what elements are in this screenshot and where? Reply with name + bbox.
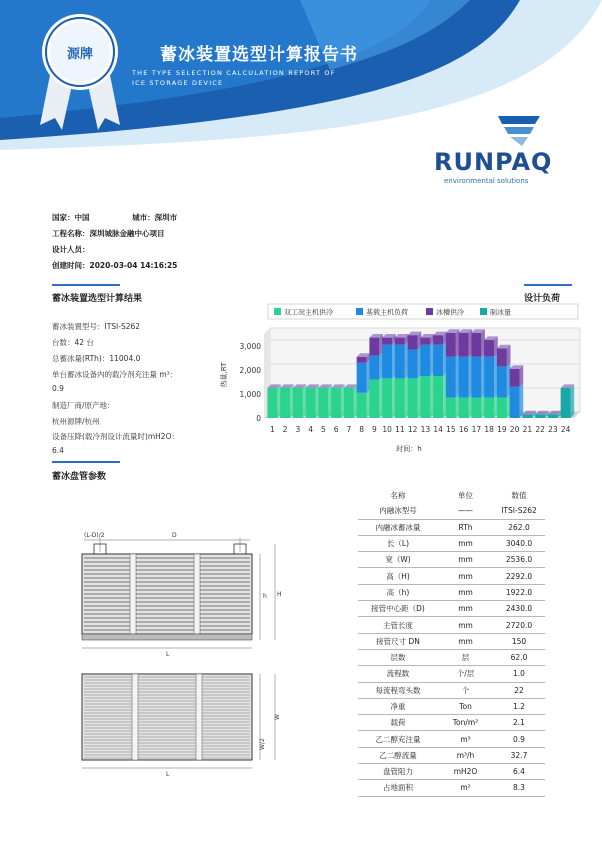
bar-segment xyxy=(510,369,520,387)
logo-sub: environmental solutions xyxy=(444,177,529,185)
logo-word: RUNPAQ xyxy=(434,148,553,176)
runpaq-logo-icon xyxy=(498,116,540,146)
bar-segment xyxy=(459,398,469,418)
bar-segment xyxy=(318,388,328,418)
bar-segment xyxy=(433,335,443,345)
param-name: 每流程弯头数 xyxy=(358,682,438,698)
chart-title: 设计负荷 xyxy=(524,294,561,304)
param-value: 2430.0 xyxy=(493,601,545,617)
param-name: 内融冰蓄冰量 xyxy=(358,519,438,535)
bar-segment xyxy=(382,338,392,345)
results-heading: 蓄冰装置选型计算结果 xyxy=(52,294,143,304)
table-row xyxy=(358,601,545,617)
param-name: 盘管阻力 xyxy=(358,764,438,780)
x-tick-label: 5 xyxy=(320,425,326,434)
table-row xyxy=(358,698,545,714)
param-name: 占地面积 xyxy=(358,780,438,796)
bar-segment xyxy=(408,350,418,379)
title-en-line2: ICE STORAGE DEVICE xyxy=(132,79,224,87)
y-tick-label: 3,000 xyxy=(239,342,261,351)
table-row xyxy=(358,535,545,551)
x-tick-label: 21 xyxy=(522,425,533,434)
table-row xyxy=(358,715,545,731)
bar-segment xyxy=(535,414,545,418)
label-L-top: L xyxy=(166,771,170,778)
info-project-row xyxy=(52,228,165,239)
col-header-unit: 单位 xyxy=(458,491,473,501)
param-value: 262.0 xyxy=(493,519,545,535)
label-W2: W/2 xyxy=(259,738,266,750)
param-value: 2292.0 xyxy=(493,568,545,584)
info-country-row xyxy=(52,212,177,223)
x-tick-label: 7 xyxy=(346,425,352,434)
result-line-5: 制造厂商/原产地： xyxy=(52,401,115,410)
bar-side xyxy=(520,383,524,418)
bar-segment xyxy=(471,398,481,418)
bar-segment xyxy=(484,357,494,398)
x-tick-label: 16 xyxy=(458,425,469,434)
param-name: 乙二醇充注量 xyxy=(358,731,438,747)
report-title-en xyxy=(132,68,352,88)
city-label: 城市： xyxy=(132,213,155,222)
y-tick-label: 1,000 xyxy=(239,390,261,399)
bar-segment xyxy=(471,333,481,357)
bar-segment xyxy=(357,357,367,363)
param-value: 22 xyxy=(493,682,545,698)
param-unit: Ton xyxy=(438,698,493,714)
param-value: ITSI-S262 xyxy=(493,503,545,519)
bar-segment xyxy=(446,357,456,398)
table-row xyxy=(358,552,545,568)
param-unit: m³ xyxy=(438,731,493,747)
results-rule xyxy=(52,284,120,286)
table-row xyxy=(358,633,545,649)
x-tick-label: 14 xyxy=(433,425,443,434)
param-name: 高（h) xyxy=(358,584,438,600)
x-tick-label: 20 xyxy=(509,425,520,434)
table-row xyxy=(358,731,545,747)
result-line-4: 0.9 xyxy=(52,384,64,393)
legend-swatch xyxy=(356,308,363,315)
bar-segment xyxy=(471,357,481,398)
bar-segment xyxy=(382,345,392,379)
bar-segment xyxy=(408,378,418,418)
label-H: H xyxy=(277,591,282,598)
label-L-side: L xyxy=(166,651,170,658)
x-tick-label: 2 xyxy=(282,425,288,434)
param-unit: mm xyxy=(438,552,493,568)
x-tick-label: 17 xyxy=(471,425,482,434)
x-tick-label: 12 xyxy=(407,425,418,434)
x-tick-label: 10 xyxy=(382,425,392,434)
x-tick-label: 4 xyxy=(308,425,314,434)
legend-entry: 冰槽供冷 xyxy=(436,308,464,317)
bar-segment xyxy=(497,366,507,397)
created-label: 创建时间： xyxy=(52,261,90,270)
param-value: 3040.0 xyxy=(493,535,545,551)
result-line-6: 杭州源牌/杭州 xyxy=(52,417,100,426)
x-tick-label: 1 xyxy=(269,425,275,434)
param-value: 2536.0 xyxy=(493,552,545,568)
label-W: W xyxy=(274,714,281,720)
bar-segment xyxy=(369,356,379,380)
x-tick-label: 23 xyxy=(548,425,558,434)
x-tick-label: 3 xyxy=(295,425,301,434)
param-name: 接管中心距（D) xyxy=(358,601,438,617)
bar-segment xyxy=(357,393,367,418)
label-ld2: (L-D)/2 xyxy=(84,532,105,539)
bar-segment xyxy=(395,345,405,379)
label-d: D xyxy=(172,532,177,539)
table-row xyxy=(358,682,545,698)
result-line-7: 设备压降(载冷剂设计流量时)mH2O： xyxy=(52,432,179,441)
x-tick-label: 9 xyxy=(371,425,377,434)
param-unit: 个/层 xyxy=(438,666,493,682)
param-unit: Ton/m² xyxy=(438,715,493,731)
table-row xyxy=(358,780,545,796)
result-line-8: 6.4 xyxy=(52,446,64,455)
bar-segment xyxy=(357,363,367,393)
param-unit: mm xyxy=(438,601,493,617)
coil-heading: 蓄冰盘管参数 xyxy=(52,472,107,482)
x-tick-label: 24 xyxy=(560,425,571,434)
coil-rule xyxy=(52,461,120,463)
bar-segment xyxy=(433,345,443,376)
table-row xyxy=(358,503,545,519)
table-row xyxy=(358,666,545,682)
report-title: 蓄冰装置选型计算报告书 xyxy=(160,45,358,65)
table-row xyxy=(358,747,545,763)
legend-swatch xyxy=(480,308,487,315)
param-value: 32.7 xyxy=(493,747,545,763)
param-name: 层数 xyxy=(358,649,438,665)
param-name: 载荷 xyxy=(358,715,438,731)
designer-label: 设计人员： xyxy=(52,245,90,254)
bar-segment xyxy=(369,380,379,418)
coil-top-view-diagram xyxy=(70,668,290,780)
param-name: 宽（W) xyxy=(358,552,438,568)
bar-segment xyxy=(522,414,532,418)
bar-side xyxy=(571,384,575,418)
param-unit: mm xyxy=(438,617,493,633)
table-row xyxy=(358,568,545,584)
param-value: 62.0 xyxy=(493,649,545,665)
x-tick-label: 6 xyxy=(333,425,339,434)
chart-rule xyxy=(524,284,572,286)
bar-segment xyxy=(510,387,520,418)
project-value: 深圳城脉金融中心项目 xyxy=(89,229,165,238)
param-name: 高（H) xyxy=(358,568,438,584)
param-value: 1.2 xyxy=(493,698,545,714)
param-unit: 个 xyxy=(438,682,493,698)
param-name: 乙二醇流量 xyxy=(358,747,438,763)
legend-swatch xyxy=(274,308,281,315)
bar-segment xyxy=(369,338,379,356)
y-axis-label: 热量,RT xyxy=(220,362,228,388)
param-value: 2.1 xyxy=(493,715,545,731)
bar-segment xyxy=(446,333,456,357)
table-row xyxy=(358,584,545,600)
project-label: 工程名称： xyxy=(52,229,90,238)
x-tick-label: 11 xyxy=(395,425,405,434)
param-unit: RTh xyxy=(438,519,493,535)
param-unit: mm xyxy=(438,568,493,584)
city-value: 深圳市 xyxy=(154,213,178,222)
param-name: 接管尺寸 DN xyxy=(358,633,438,649)
coil-param-table xyxy=(358,488,545,797)
bar-segment xyxy=(420,338,430,345)
bar-segment xyxy=(293,388,303,418)
param-unit: mm xyxy=(438,633,493,649)
x-tick-label: 13 xyxy=(420,425,431,434)
param-value: 2720.0 xyxy=(493,617,545,633)
param-value: 150 xyxy=(493,633,545,649)
param-name: 主管长度 xyxy=(358,617,438,633)
param-unit: —— xyxy=(438,503,493,519)
result-line-3: 单台蓄冰设备内的载冷剂充注量 m³： xyxy=(52,370,178,379)
label-h-small: h xyxy=(263,593,267,600)
param-value: 0.9 xyxy=(493,731,545,747)
x-tick-label: 19 xyxy=(497,425,507,434)
bar-segment xyxy=(395,338,405,345)
result-line-2: 总蓄冰量(RTh)：11004.0 xyxy=(52,354,141,363)
param-unit: mH2O xyxy=(438,764,493,780)
param-value: 6.4 xyxy=(493,764,545,780)
bar-segment xyxy=(420,376,430,418)
table-row xyxy=(358,617,545,633)
param-name: 长（L) xyxy=(358,535,438,551)
x-tick-label: 22 xyxy=(535,425,545,434)
param-name: 净重 xyxy=(358,698,438,714)
param-value: 1.0 xyxy=(493,666,545,682)
param-unit: m³/h xyxy=(438,747,493,763)
result-line-0: 蓄冰装置型号：ITSI-S262 xyxy=(52,322,141,331)
legend-swatch xyxy=(426,308,433,315)
x-axis-label: 时间：h xyxy=(396,445,422,453)
bar-segment xyxy=(280,388,290,418)
col-header-value: 数值 xyxy=(511,491,527,501)
created-value: 2020-03-04 14:16:25 xyxy=(89,261,178,270)
bar-segment xyxy=(459,333,469,357)
table-row xyxy=(358,649,545,665)
bar-segment xyxy=(382,378,392,418)
param-unit: 层 xyxy=(438,649,493,665)
country-label: 国家： xyxy=(52,213,75,222)
bar-segment xyxy=(548,414,558,418)
param-unit: mm xyxy=(438,584,493,600)
bar-segment xyxy=(497,348,507,366)
design-load-chart xyxy=(212,300,592,460)
y-tick-label: 2,000 xyxy=(239,366,261,375)
info-designer-row xyxy=(52,244,90,255)
col-header-name: 名称 xyxy=(390,491,406,501)
y-tick-label: 0 xyxy=(256,414,261,423)
badge-text: 源牌 xyxy=(66,47,93,62)
bar-segment xyxy=(561,388,571,418)
country-value: 中国 xyxy=(74,213,90,222)
legend-entry: 基载主机负荷 xyxy=(366,308,408,317)
param-unit: m² xyxy=(438,780,493,796)
param-value: 8.3 xyxy=(493,780,545,796)
bar-segment xyxy=(484,398,494,418)
coil-side-view-diagram xyxy=(70,528,290,658)
legend-entry: 制冰量 xyxy=(490,308,511,317)
bar-segment xyxy=(306,388,316,418)
x-tick-label: 18 xyxy=(484,425,494,434)
table-row xyxy=(358,519,545,535)
bar-segment xyxy=(446,398,456,418)
param-name: 内融冰型号 xyxy=(358,503,438,519)
title-en-line1: THE TYPE SELECTION CALCULATION REPORT OF xyxy=(132,69,336,77)
bar-segment xyxy=(497,398,507,418)
param-name: 流程数 xyxy=(358,666,438,682)
info-created-row xyxy=(52,260,177,271)
legend-entry: 双工况主机供冷 xyxy=(284,308,333,317)
table-row xyxy=(358,764,545,780)
bar-segment xyxy=(459,357,469,398)
bar-segment xyxy=(408,335,418,349)
bar-segment xyxy=(344,388,354,418)
param-value: 1922.0 xyxy=(493,584,545,600)
x-tick-label: 8 xyxy=(359,425,365,434)
bar-segment xyxy=(395,378,405,418)
bar-segment xyxy=(433,376,443,418)
param-unit: mm xyxy=(438,535,493,551)
table-header-row xyxy=(358,488,545,503)
bar-segment xyxy=(420,345,430,376)
result-line-1: 台数：42 台 xyxy=(52,338,94,347)
x-tick-label: 15 xyxy=(446,425,456,434)
bar-side xyxy=(507,345,511,367)
bar-segment xyxy=(267,388,277,418)
bar-segment xyxy=(331,388,341,418)
bar-side xyxy=(520,365,524,387)
bar-segment xyxy=(484,340,494,357)
